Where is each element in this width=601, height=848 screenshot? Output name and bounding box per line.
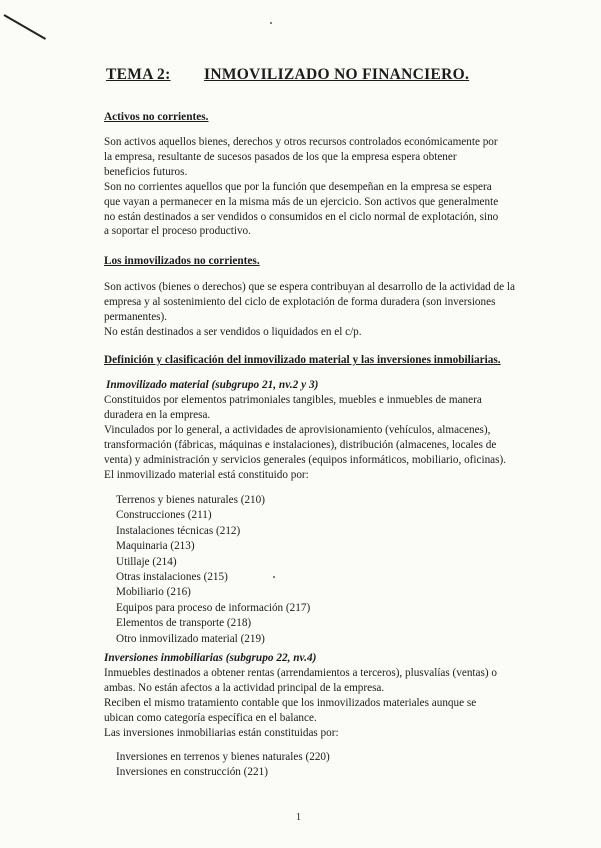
list-item: Equipos para proceso de información (217) (116, 601, 311, 614)
text-line: la empresa, resultante de sucesos pasados de los que la empresa espera obtener (104, 150, 457, 163)
text-line: que vayan a permanecer en la misma más de un ejercicio. Son activos que generalmente (104, 195, 499, 208)
tema-label: TEMA 2: (106, 66, 171, 83)
subheading-inmovilizado-material: Inmovilizado material (subgrupo 21, nv.2 y 3) (106, 379, 319, 391)
text-line: Inmuebles destinados a obtener rentas (arrendamientos a terceros), plusvalías (ventas) o (104, 667, 497, 679)
text-line: beneficios futuros. (104, 165, 188, 178)
list-item: Elementos de transporte (218) (116, 617, 252, 630)
text-line: Son activos (bienes o derechos) que se espera contribuyan al desarrollo de la actividad de la (104, 281, 515, 293)
text-line: a soportar el proceso productivo. (104, 225, 251, 238)
list-inmovilizado-material (116, 493, 310, 647)
section-heading-activos: Activos no corrientes. (104, 111, 209, 123)
list-item: Otras instalaciones (215) (116, 571, 228, 584)
text-line: Reciben el mismo tratamiento contable que los inmovilizados materiales aunque se (104, 696, 477, 709)
text-line: Vinculados por lo general, a actividades de aprovisionamiento (vehículos, almacenes), (104, 423, 491, 436)
list-item: Instalaciones técnicas (212) (116, 524, 241, 537)
list-item: Inversiones en terrenos y bienes naturales (220) (116, 751, 330, 763)
text-line: duradera en la empresa. (104, 408, 211, 421)
text-line: permanentes). (104, 310, 168, 323)
section-heading-inmovilizados: Los inmovilizados no corrientes. (104, 255, 260, 267)
tema-title: INMOVILIZADO NO FINANCIERO. (204, 66, 470, 83)
paragraph-inversiones-inmobiliarias (104, 666, 552, 741)
text-line: No están destinados a ser vendidos o liquidados en el c/p. (104, 325, 362, 338)
text-line: no están destinados a ser vendidos o consumidos en el ciclo normal de explotación, sino (104, 210, 499, 223)
text-line: Las inversiones inmobiliarias están constituidas por: (104, 726, 339, 739)
list-item: Otro inmovilizado material (219) (116, 632, 265, 645)
list-item: Construcciones (211) (116, 509, 212, 522)
text-line: Son no corrientes aquellos que por la función que desempeñan en la empresa se espera (104, 180, 492, 193)
list-item: Inversiones en construcción (221) (116, 766, 268, 779)
text-line: empresa y al sostenimiento del ciclo de explotación de forma duradera (son inversiones (104, 295, 496, 308)
subheading-inversiones-inmobiliarias: Inversiones inmobiliarias (subgrupo 22, nv.4) (104, 652, 317, 664)
text-line: El inmovilizado material está constituido por: (104, 468, 309, 481)
paragraph-inmovilizados (104, 280, 552, 340)
list-item: Utillaje (214) (116, 555, 177, 568)
page-number: 1 (296, 812, 301, 823)
paragraph-inmovilizado-material (104, 393, 552, 482)
scan-mark (4, 14, 47, 40)
list-inversiones-inmobiliarias (116, 750, 330, 781)
list-item: Mobiliario (216) (116, 586, 191, 599)
scan-speck (270, 22, 272, 24)
text-line: ambas. No están afectos a la actividad principal de la empresa. (104, 681, 385, 694)
list-item: Terrenos y bienes naturales (210) (116, 494, 265, 506)
document-title (106, 66, 470, 84)
paragraph-activos (104, 135, 552, 239)
section-heading-definicion: Definición y clasificación del inmovilizado material y las inversiones inmobiliarias. (104, 354, 501, 366)
text-line: Constituidos por elementos patrimoniales tangibles, muebles e inmuebles de manera (104, 394, 482, 406)
text-line: transformación (fábricas, máquinas e instalaciones), distribución (almacenes, locales de (104, 438, 497, 451)
list-item: Maquinaria (213) (116, 540, 195, 553)
text-line: Son activos aquellos bienes, derechos y otros recursos controlados económicamente por (104, 136, 498, 148)
text-line: ubican como categoría específica en el balance. (104, 711, 317, 724)
text-line: venta) y administración y servicios generales (equipos informáticos, mobiliario, oficinas). (104, 453, 507, 466)
